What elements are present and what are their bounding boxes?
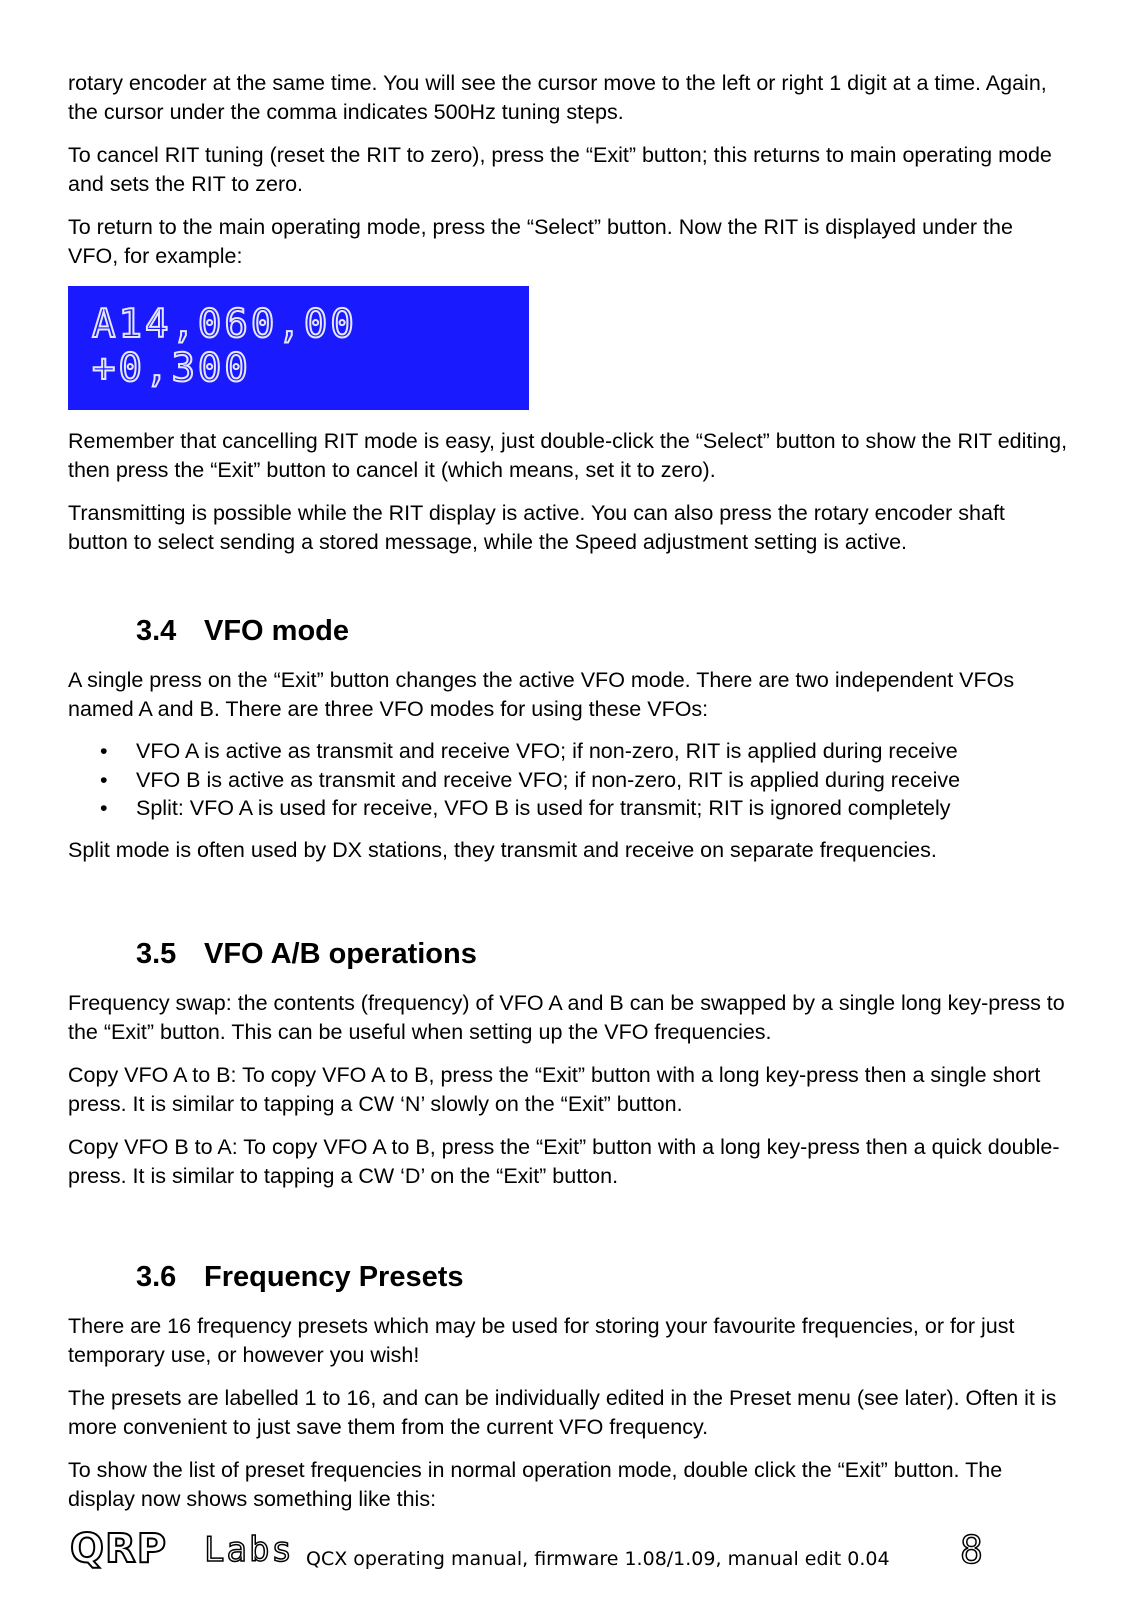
paragraph-frequency-swap: Frequency swap: the contents (frequency) of VFO A and B can be swapped by a single long key-press to the “Exit” button. This can be useful when setting up the VFO frequencies.: [68, 991, 1065, 1044]
list-item: • VFO B is active as transmit and receive VFO; if non-zero, RIT is applied during receive: [100, 766, 1060, 795]
logo-labs-text: Labs: [204, 1530, 294, 1570]
paragraph-show-presets: To show the list of preset frequencies in normal operation mode, double click the “Exit” button. The display now shows something like this:: [68, 1458, 1003, 1511]
paragraph-split-mode: Split mode is often used by DX stations, they transmit and receive on separate frequencies.: [68, 838, 937, 862]
paragraph-cancel-rit: To cancel RIT tuning (reset the RIT to zero), press the “Exit” button; this returns to main operating mode and sets the RIT to zero.: [68, 143, 1052, 196]
heading-3-4: [136, 614, 349, 648]
paragraph-vfo-mode-intro: A single press on the “Exit” button changes the active VFO mode. There are two independent VFOs named A and B. There are three VFO modes for using these VFOs:: [68, 668, 1015, 721]
paragraph-cancel-rit-easy: Remember that cancelling RIT mode is easy, just double-click the “Select” button to show the RIT editing, then press the “Exit” button to cancel it (which means, set it to zero).: [68, 429, 1068, 482]
lcd-line-rit: +0,300: [92, 346, 251, 391]
paragraph-return-main-mode: To return to the main operating mode, press the “Select” button. Now the RIT is displayed under the VFO, for example:: [68, 215, 1013, 268]
list-item: • Split: VFO A is used for receive, VFO B is used for transmit; RIT is ignored completely: [100, 794, 1060, 823]
logo-qrp-text: QRP: [70, 1526, 168, 1572]
paragraph-rotary-encoder: rotary encoder at the same time. You will see the cursor move to the left or right 1 digit at a time. Again, the cursor under the comma indicates 500Hz tuning steps.: [68, 71, 1047, 124]
paragraph-presets-intro: There are 16 frequency presets which may be used for storing your favourite frequencies, or for just temporary use, or however you wish!: [68, 1314, 1015, 1367]
heading-title: VFO A/B operations: [204, 938, 477, 970]
vfo-mode-list: [100, 737, 1060, 823]
footer-manual-info: QCX operating manual, firmware 1.08/1.09, manual edit 0.04: [306, 1548, 890, 1570]
heading-3-6: [136, 1260, 464, 1294]
lcd-line-vfo: A14,060,00: [92, 302, 357, 347]
heading-3-5: [136, 937, 477, 971]
paragraph-presets-labelled: The presets are labelled 1 to 16, and can be individually edited in the Preset menu (see later). Often it is more convenient to just save them from the current VFO frequency.: [68, 1386, 1057, 1439]
list-item: • VFO A is active as transmit and receive VFO; if non-zero, RIT is applied during receive: [100, 737, 1060, 766]
lcd-display-image: [68, 286, 529, 410]
paragraph-copy-a-to-b: Copy VFO A to B: To copy VFO A to B, press the “Exit” button with a long key-press then a single short press. It is similar to tapping a CW ‘N’ slowly on the “Exit” button.: [68, 1063, 1041, 1116]
paragraph-transmitting: Transmitting is possible while the RIT display is active. You can also press the rotary encoder shaft button to select sending a stored message, while the Speed adjustment setting is active.: [68, 501, 1005, 554]
page-number: 8: [960, 1528, 983, 1572]
heading-number: 3.4: [136, 615, 177, 647]
heading-number: 3.6: [136, 1261, 177, 1293]
heading-title: VFO mode: [204, 615, 350, 647]
paragraph-copy-b-to-a: Copy VFO B to A: To copy VFO A to B, press the “Exit” button with a long key-press then a quick double-press. It is similar to tapping a CW ‘D’ on the “Exit” button.: [68, 1135, 1060, 1188]
heading-number: 3.5: [136, 938, 177, 970]
heading-title: Frequency Presets: [204, 1261, 464, 1293]
